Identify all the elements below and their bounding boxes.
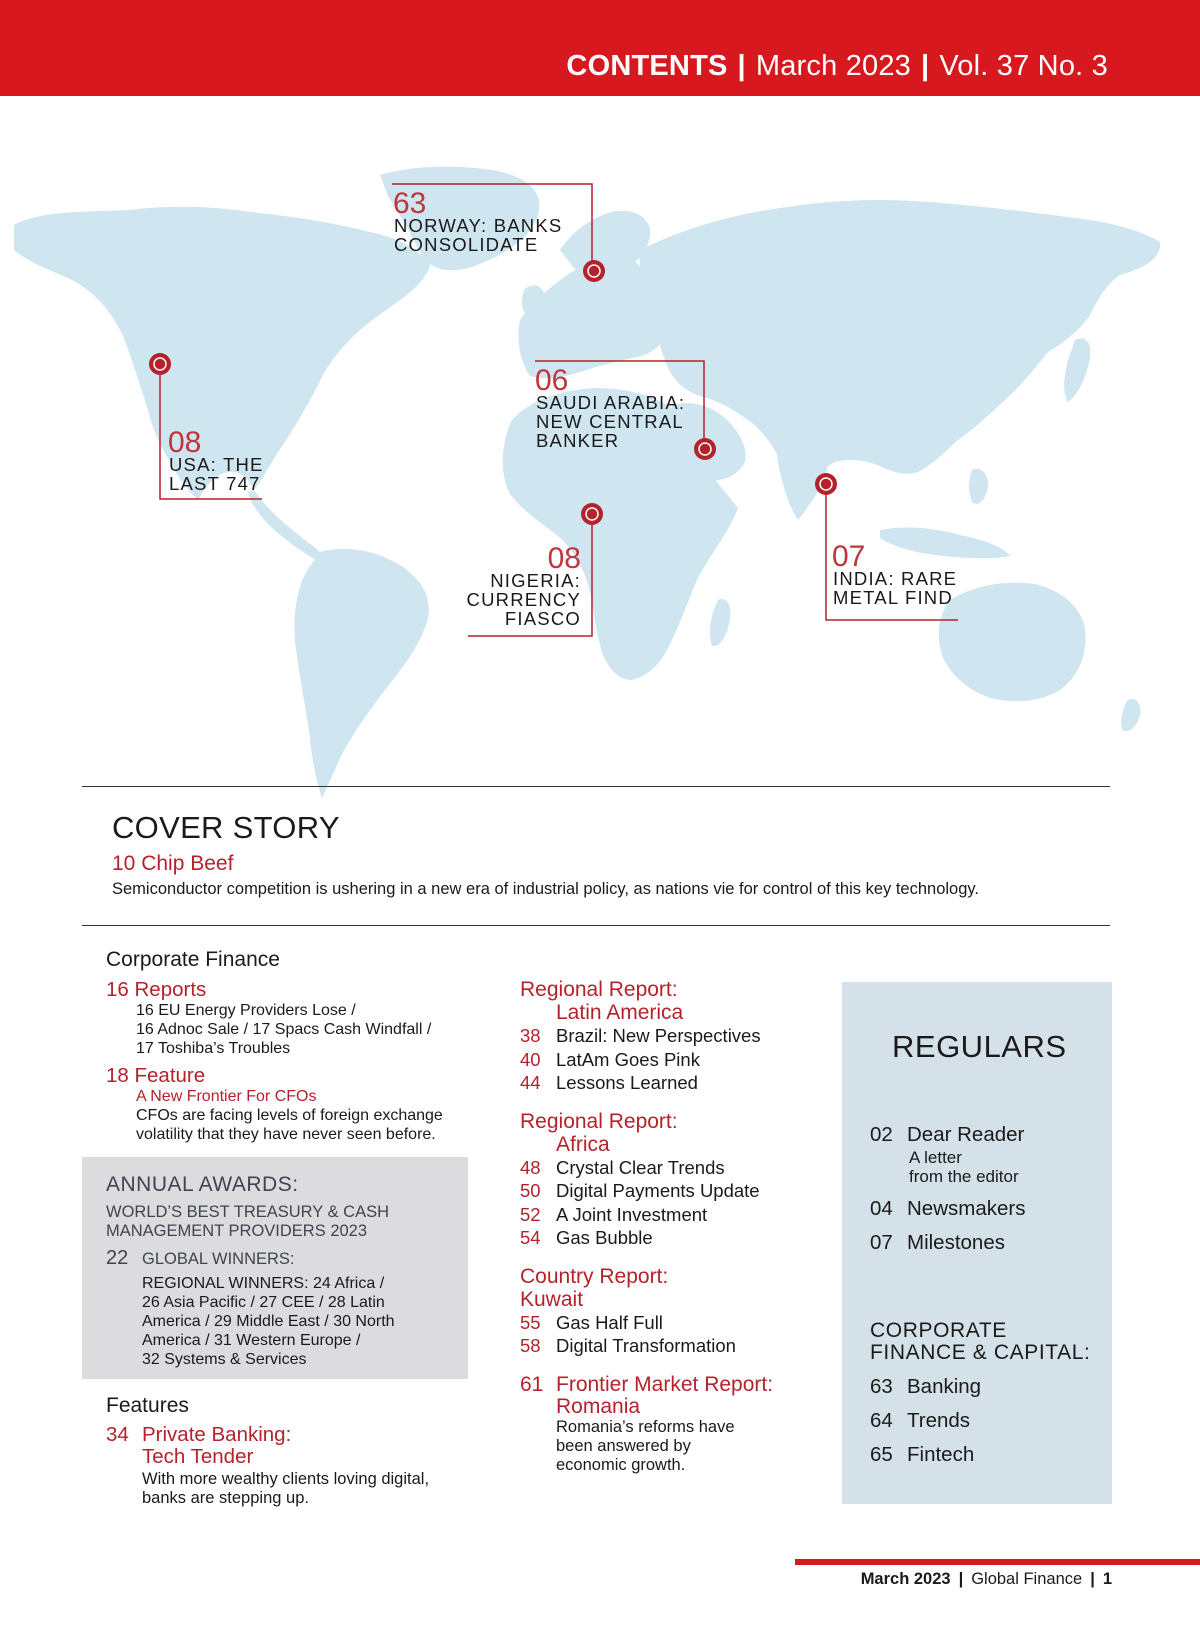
cover-story-headline[interactable]: 10 Chip Beef [112, 852, 234, 875]
awards-subtitle [106, 1203, 456, 1241]
features-section [106, 1394, 476, 1508]
item-label: A Joint Investment [556, 1203, 708, 1225]
item-number: 02 [870, 1123, 893, 1146]
indonesia-shape [880, 528, 1010, 559]
india-callout-line-2: METAL FIND [833, 587, 953, 608]
private-banking-link[interactable] [106, 1424, 476, 1468]
regional-reports-column [520, 978, 820, 1475]
item-label: Gas Half Full [556, 1311, 663, 1333]
cover-bottom-rule [82, 925, 1110, 926]
dear-reader-sub-1: A letter [909, 1148, 962, 1167]
private-banking-desc-2: banks are stepping up. [142, 1489, 309, 1507]
annual-awards-box [82, 1157, 468, 1379]
romania-number: 61 [520, 1372, 544, 1396]
regional-line-3: America / 29 Middle East / 30 North [142, 1313, 395, 1330]
usa-callout-line-1: USA: THE [169, 454, 264, 475]
central-america-shape [248, 490, 320, 560]
awards-number: 22 [106, 1247, 129, 1269]
saudi-callout-number: 06 [535, 364, 569, 397]
item-label: Milestones [907, 1231, 1005, 1254]
item-label: Digital Transformation [556, 1335, 736, 1356]
header-bar [0, 0, 1200, 96]
list-item[interactable] [520, 1024, 820, 1048]
item-number: 63 [870, 1375, 893, 1398]
romania-title-2: Romania [556, 1394, 641, 1418]
footer-bar [795, 1559, 1200, 1565]
corporate-finance-capital-title [870, 1320, 1110, 1364]
awards-subtitle-line-1: WORLD’S BEST TREASURY & CASH [106, 1203, 390, 1221]
item-label: Dear Reader [907, 1123, 1025, 1146]
header-section: CONTENTS [566, 50, 728, 82]
item-label: Brazil: New Perspectives [556, 1025, 761, 1046]
india-shape [777, 428, 829, 520]
item-label: Digital Payments Update [556, 1180, 760, 1201]
philippines-shape [969, 469, 988, 504]
item-number: 54 [520, 1227, 541, 1248]
item-number: 48 [520, 1156, 541, 1178]
item-label: Banking [907, 1375, 982, 1398]
list-item[interactable] [870, 1230, 1110, 1256]
south-america-shape [294, 549, 428, 798]
india-callout-line-1: INDIA: RARE [833, 568, 958, 589]
feature-link[interactable]: 18 Feature [106, 1064, 206, 1087]
list-item[interactable] [870, 1374, 1110, 1400]
regulars-title: REGULARS [892, 1029, 1067, 1064]
list-item[interactable] [870, 1408, 1110, 1434]
nigeria-callout-line-2: CURRENCY [466, 589, 581, 610]
saudi-callout-line-2: NEW CENTRAL [536, 411, 684, 432]
header-date: March 2023 [755, 50, 912, 82]
romania-title-1: Frontier Market Report: [556, 1372, 774, 1396]
romania-desc-1: Romania’s reforms have [556, 1417, 735, 1436]
japan-shape [1064, 338, 1090, 402]
item-number: 55 [520, 1311, 541, 1333]
list-item[interactable] [520, 1048, 820, 1072]
list-item[interactable] [520, 1226, 820, 1250]
list-item[interactable] [520, 1156, 820, 1180]
item-number: 07 [870, 1231, 893, 1254]
private-banking-head-1: Private Banking: [142, 1423, 292, 1446]
norway-callout-line-2: CONSOLIDATE [394, 234, 539, 255]
features-title: Features [106, 1394, 189, 1417]
regional-line-4: America / 31 Western Europe / [142, 1332, 361, 1349]
india-callout-number: 07 [832, 540, 866, 573]
header-title: CONTENTS | March 2023 | Vol. 37 No. 3 [566, 50, 1108, 82]
awards-title: ANNUAL AWARDS: [106, 1173, 299, 1196]
saudi-marker [694, 438, 716, 460]
cover-top-rule [82, 786, 1110, 787]
list-item[interactable] [520, 1334, 820, 1358]
item-label: Trends [907, 1409, 971, 1432]
item-number: 40 [520, 1048, 541, 1070]
africa-title-1: Regional Report: [520, 1109, 678, 1133]
reports-line-3: 17 Toshiba’s Troubles [136, 1040, 291, 1057]
footer-publication: Global Finance [971, 1570, 1083, 1588]
reports-line-1: 16 EU Energy Providers Lose / [136, 1002, 356, 1019]
corporate-finance-title: Corporate Finance [106, 948, 280, 971]
latin-america-section [520, 978, 820, 1095]
regulars-box [842, 982, 1112, 1504]
new-zealand-shape [1121, 699, 1140, 731]
feature-title[interactable]: A New Frontier For CFOs [136, 1088, 317, 1105]
private-banking-head-2: Tech Tender [142, 1445, 254, 1468]
norway-marker [583, 260, 605, 282]
item-number: 38 [520, 1025, 541, 1046]
cf-title-line-2: FINANCE & CAPITAL: [870, 1341, 1091, 1364]
cf-title-line-1: CORPORATE [870, 1319, 1007, 1342]
latin-america-title-1: Regional Report: [520, 978, 678, 1001]
madagascar-shape [710, 599, 730, 646]
item-number: 50 [520, 1180, 541, 1201]
norway-callout-number: 63 [393, 187, 427, 220]
list-item[interactable] [520, 1311, 820, 1335]
norway-callout-line-1: NORWAY: BANKS [394, 215, 563, 236]
romania-desc-2: been answered by [556, 1436, 691, 1455]
australia-shape [939, 583, 1086, 702]
list-item[interactable] [520, 1179, 820, 1203]
list-item[interactable] [870, 1122, 1110, 1148]
nigeria-marker [581, 503, 603, 525]
india-marker [815, 473, 837, 495]
nigeria-callout [467, 542, 581, 629]
usa-marker [149, 353, 171, 375]
list-item[interactable] [870, 1196, 1110, 1222]
latin-america-title-2: Latin America [556, 1001, 684, 1024]
cover-story-title: COVER STORY [112, 810, 340, 845]
item-label: Lessons Learned [556, 1072, 698, 1093]
africa-section [520, 1110, 820, 1250]
regional-line-2: 26 Asia Pacific / 27 CEE / 28 Latin [142, 1294, 385, 1311]
item-label: Newsmakers [907, 1197, 1026, 1220]
awards-regional-winners [106, 1274, 456, 1369]
regional-line-1: REGIONAL WINNERS: 24 Africa / [142, 1275, 385, 1292]
kuwait-title-2: Kuwait [520, 1287, 584, 1311]
item-label: Fintech [907, 1443, 975, 1466]
usa-callout-number: 08 [168, 426, 202, 459]
list-item[interactable] [870, 1442, 1110, 1468]
item-label: LatAm Goes Pink [556, 1048, 700, 1070]
world-map [0, 96, 1200, 802]
awards-subtitle-line-2: MANAGEMENT PROVIDERS 2023 [106, 1222, 368, 1240]
reports-line-2: 16 Adnoc Sale / 17 Spacs Cash Windfall / [136, 1021, 432, 1038]
romania-desc-3: economic growth. [556, 1455, 686, 1474]
list-item[interactable] [520, 1203, 820, 1227]
saudi-callout-line-1: SAUDI ARABIA: [536, 392, 686, 413]
feature-line-2: volatility that they have never seen before. [136, 1126, 436, 1143]
item-number: 44 [520, 1072, 541, 1093]
item-label: Gas Bubble [556, 1227, 653, 1248]
kuwait-title-1: Country Report: [520, 1264, 669, 1288]
item-number: 64 [870, 1409, 893, 1432]
kuwait-section [520, 1265, 820, 1358]
awards-global-row[interactable] [106, 1247, 456, 1270]
private-banking-number: 34 [106, 1423, 129, 1446]
nigeria-callout-line-3: FIASCO [504, 608, 581, 629]
item-number: 04 [870, 1197, 893, 1220]
page-number: 1 [1102, 1570, 1112, 1588]
item-label: Crystal Clear Trends [556, 1156, 725, 1178]
footer: March 2023 | Global Finance | 1 [860, 1570, 1112, 1588]
list-item[interactable] [520, 1071, 820, 1095]
saudi-callout-line-3: BANKER [536, 430, 620, 451]
dear-reader-sub-2: from the editor [909, 1167, 1019, 1186]
corporate-finance-section [106, 948, 476, 1144]
nigeria-callout-number: 08 [547, 542, 581, 575]
item-number: 58 [520, 1335, 541, 1356]
usa-callout-line-2: LAST 747 [169, 473, 261, 494]
item-number: 52 [520, 1203, 541, 1225]
private-banking-desc-1: With more wealthy clients loving digital, [142, 1470, 430, 1488]
header-volume: Vol. 37 No. 3 [939, 50, 1108, 82]
feature-line-1: CFOs are facing levels of foreign exchange [136, 1107, 443, 1124]
reports-link[interactable]: 16 Reports [106, 978, 207, 1001]
awards-global-winners: GLOBAL WINNERS: [142, 1250, 295, 1268]
cover-story-description: Semiconductor competition is ushering in a new era of industrial policy, as nations vie for control of this key technology. [112, 880, 979, 898]
footer-date: March 2023 [860, 1570, 951, 1588]
item-number: 65 [870, 1443, 893, 1466]
nigeria-callout-line-1: NIGERIA: [490, 570, 581, 591]
africa-title-2: Africa [556, 1132, 610, 1156]
romania-section[interactable] [520, 1374, 820, 1475]
regional-line-5: 32 Systems & Services [142, 1351, 307, 1368]
